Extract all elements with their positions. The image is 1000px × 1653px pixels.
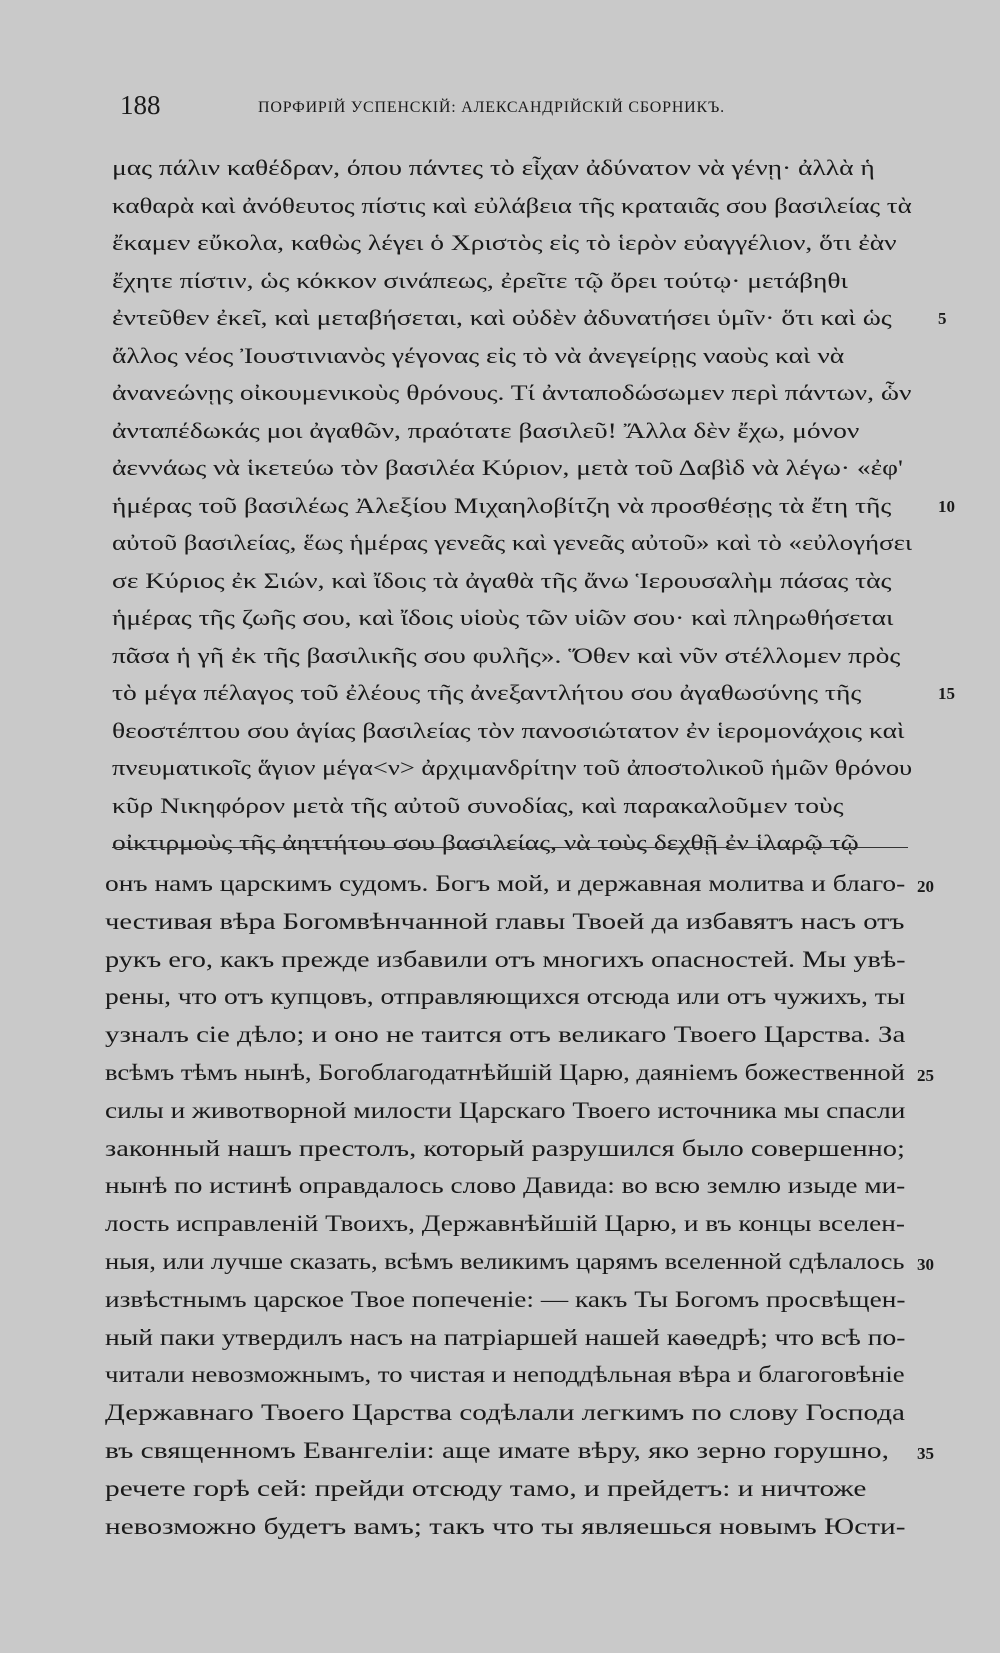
greek-line: [112, 568, 920, 606]
russian-line-number: 35: [917, 1444, 934, 1463]
greek-line-text: οἰκτιρμοὺς τῆς ἀηττήτου σου βασιλείας, νὰ τοὺς δεχθῇ ἐν ἱλαρῷ τῷ: [112, 830, 859, 855]
russian-line-text: честивая вѣра Богомвѣнчанной главы Твоей да избавятъ насъ отъ: [105, 908, 905, 935]
greek-line-text: ἡμέρας τοῦ βασιλέως Ἀλεξίου Μιχαηλοβίτζη νὰ προσθέσῃς τὰ ἔτη τῆς: [112, 492, 892, 518]
russian-line-text: рены, что отъ купцовъ, отправляющихся отсюда или отъ чужихъ, ты: [105, 984, 906, 1011]
russian-line-text: лость исправленій Твоихъ, Державнѣйшій Царю, и въ концы вселен-: [105, 1211, 905, 1238]
russian-line-text: рукъ его, какъ прежде избавили отъ многихъ опасностей. Мы увѣ-: [105, 946, 906, 973]
russian-line: [105, 1400, 915, 1438]
greek-line: [112, 680, 920, 718]
russian-line: [105, 1211, 915, 1249]
russian-line: [105, 1438, 915, 1476]
greek-line-text: ἔκαμεν εὔκολα, καθὼς λέγει ὁ Χριστὸς εἰς τὸ ἱερὸν εὐαγγέλιον, ὅτι ἐὰν: [112, 230, 897, 255]
greek-line: [112, 455, 920, 493]
russian-line: [105, 871, 915, 909]
greek-line-text: ἀνανεώνῃς οἰκουμενικοὺς θρόνους. Τί ἀνταποδώσωμεν περὶ πάντων, ὧν: [112, 380, 912, 405]
russian-line: [105, 1249, 915, 1287]
greek-line-text: αὐτοῦ βασιλείας, ἕως ἡμέρας γενεᾶς καὶ γενεᾶς αὐτοῦ» καὶ τὸ «εὐλογήσει: [112, 530, 913, 555]
russian-line-text: узналъ сіе дѣло; и оно не таится отъ великаго Твоего Царства. За: [105, 1022, 906, 1049]
greek-line: [112, 605, 920, 643]
greek-line-text: ἔχητε πίστιν, ὡς κόκκον σινάπεως, ἐρεῖτε τῷ ὄρει τούτῳ· μετάβηθι: [112, 267, 848, 293]
russian-line: [105, 1287, 915, 1325]
greek-line-text: ἡμέρας τῆς ζωῆς σου, καὶ ἴδοις υἱοὺς τῶν υἱῶν σου· καὶ πληρωθήσεται: [112, 605, 894, 630]
greek-line: [112, 793, 920, 831]
greek-line-text: καθαρὰ καὶ ἀνόθευτος πίστις καὶ εὐλάβεια τῆς κραταιᾶς σου βασιλείας τὰ: [112, 192, 912, 218]
greek-line-text: κῦρ Νικηφόρον μετὰ τῆς αὐτοῦ συνοδίας, καὶ παρακαλοῦμεν τοὺς: [112, 792, 844, 818]
greek-line: [112, 755, 920, 793]
russian-line: [105, 947, 915, 985]
greek-line-text: μας πάλιν καθέδραν, όπου πάντες τὸ εἶχαν ἀδύνατον νὰ γένῃ· ἀλλὰ ἡ: [112, 155, 875, 180]
greek-line: [112, 193, 920, 231]
greek-line: [112, 493, 920, 531]
greek-line: [112, 418, 920, 456]
russian-line: [105, 1060, 915, 1098]
russian-line-text: Державнаго Твоего Царства содѣлали легкимъ по слову Господа: [105, 1400, 905, 1427]
russian-line-text: силы и животворной милости Царскаго Твоего источника мы спасли: [105, 1097, 906, 1124]
russian-line-number: 30: [917, 1255, 934, 1274]
greek-line-text: ἀεννάως νὰ ἱκετεύω τὸν βασιλέα Κύριον, μετὰ τοῦ Δαβὶδ νὰ λέγω· «ἐφ': [112, 455, 903, 480]
running-title: ПОРФИРІЙ УСПЕНСКІЙ: АЛЕКСАНДРІЙСКІЙ СБОРНИКЪ.: [258, 99, 725, 116]
greek-line: [112, 380, 920, 418]
greek-line-text: σε Κύριος ἐκ Σιών, καὶ ἴδοις τὰ ἀγαθὰ τῆς ἄνω Ἱερουσαλὴμ πάσας τὰς: [112, 567, 892, 593]
russian-translation-block: [105, 871, 934, 1551]
greek-line-number: 15: [938, 684, 955, 703]
russian-line: [105, 1136, 915, 1174]
greek-line: [112, 305, 920, 343]
footnote-divider: [112, 847, 908, 848]
russian-line-text: читали невозможнымъ, то чистая и неподдѣльная вѣра и благоговѣніе: [105, 1362, 905, 1389]
page-number: 188: [120, 90, 161, 120]
russian-line: [105, 909, 915, 947]
greek-line-number: 5: [938, 309, 947, 328]
greek-line: [112, 268, 920, 306]
russian-line-text: законный нашъ престолъ, который разрушился было совершенно;: [105, 1135, 905, 1162]
russian-line: [105, 1514, 915, 1552]
russian-line: [105, 984, 915, 1022]
greek-line-text: ἀνταπέδωκάς μοι ἀγαθῶν, πραότατε βασιλεῦ! Ἄλλα δὲν ἔχω, μόνον: [112, 417, 860, 443]
greek-line: [112, 343, 920, 381]
russian-line-text: онъ намъ царскимъ судомъ. Богъ мой, и державная молитва и благо-: [105, 871, 906, 897]
russian-line-text: извѣстнымъ царское Твое попеченіе: — какъ Ты Богомъ просвѣщен-: [105, 1286, 906, 1313]
greek-text-block: [112, 155, 955, 868]
greek-line-text: τὸ μέγα πέλαγος τοῦ ἐλέους τῆς ἀνεξαντλήτου σου ἀγαθωσύνης τῆς: [112, 680, 862, 705]
greek-line: [112, 643, 920, 681]
greek-line: [112, 830, 920, 868]
greek-line-text: πᾶσα ἡ γῆ ἐκ τῆς βασιλικῆς σου φυλῆς». Ὅθεν καὶ νῦν στέλλομεν πρὸς: [112, 642, 901, 668]
greek-line: [112, 530, 920, 568]
page-header: [120, 90, 820, 130]
russian-line: [105, 1476, 915, 1514]
russian-line: [105, 1362, 915, 1400]
russian-line-text: невозможно будетъ вамъ; такъ что ты являешься новымъ Юсти-: [105, 1513, 906, 1540]
greek-line-text: ἄλλος νέος Ἰουστινιανὸς γέγονας εἰς τὸ νὰ ἀνεγείρῃς ναοὺς καὶ νὰ: [112, 342, 845, 368]
greek-line-text: πνευματικοῖς ἅγιον μέγα<ν> ἀρχιμανδρίτην τοῦ ἀποστολικοῦ ἡμῶν θρόνου: [112, 755, 913, 780]
greek-line: [112, 155, 920, 193]
russian-line: [105, 1098, 915, 1136]
russian-line: [105, 1173, 915, 1211]
russian-line-text: ный паки утвердилъ насъ на патріаршей нашей каѳедрѣ; что всѣ по-: [105, 1324, 906, 1351]
greek-line: [112, 718, 920, 756]
russian-line-number: 20: [917, 877, 934, 896]
russian-line-text: речете горѣ сей: прейди отсюду тамо, и прейдетъ: и ничтоже: [105, 1475, 867, 1502]
greek-line-number: 10: [938, 497, 955, 516]
greek-line: [112, 230, 920, 268]
greek-line-text: ἐντεῦθεν ἐκεῖ, καὶ μεταβήσεται, καὶ οὐδὲν ἀδυνατήσει ὑμῖν· ὅτι καὶ ὡς: [112, 305, 892, 330]
russian-line: [105, 1022, 915, 1060]
russian-line-text: всѣмъ тѣмъ нынѣ, Богоблагодатнѣйшій Царю, даяніемъ божественной: [105, 1059, 905, 1086]
russian-line-text: нынѣ по истинѣ оправдалось слово Давида: во всю землю изыде ми-: [105, 1173, 906, 1200]
russian-line-number: 25: [917, 1066, 934, 1085]
russian-line-text: ныя, или лучше сказать, всѣмъ великимъ царямъ вселенной сдѣлалось: [105, 1248, 905, 1275]
greek-line-text: θεοστέπτου σου ἁγίας βασιλείας τὸν πανοσιώτατον ἐν ἱερομονάχοις καὶ: [112, 717, 905, 743]
russian-line: [105, 1325, 915, 1363]
russian-line-text: въ священномъ Евангеліи: аще имате вѣру, яко зерно горушно,: [105, 1437, 889, 1464]
